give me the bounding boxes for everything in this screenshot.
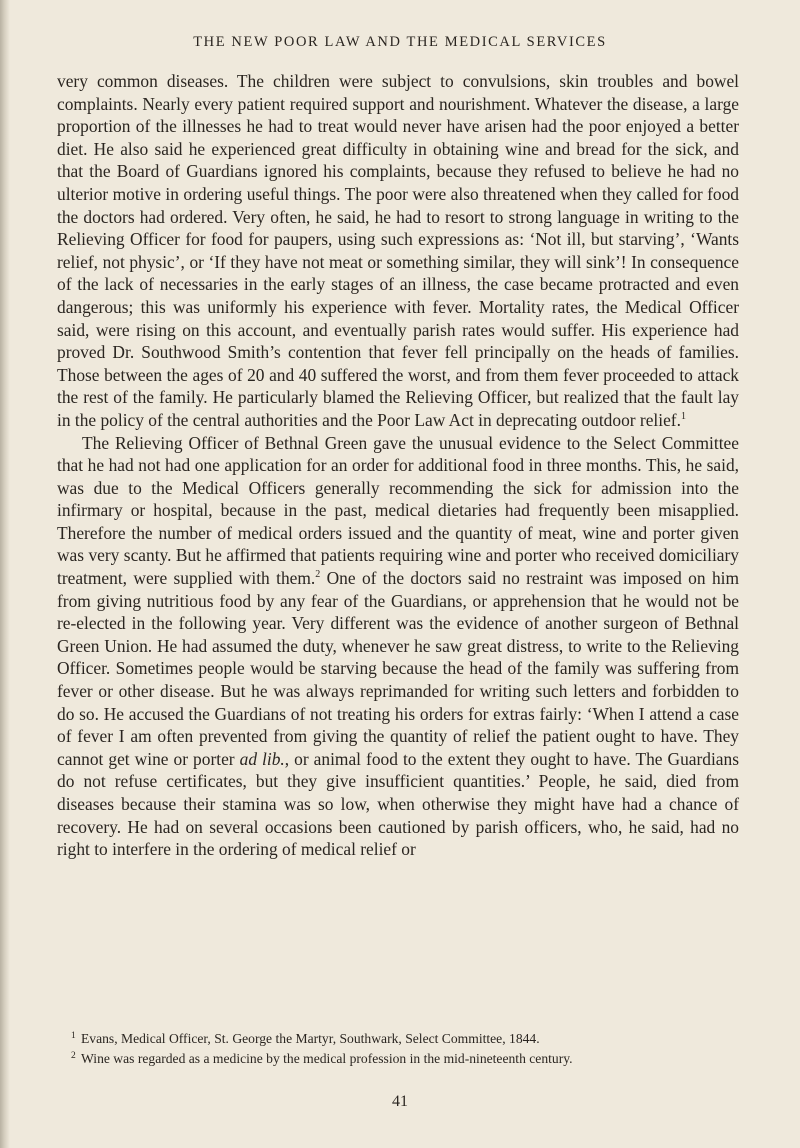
paragraph	[57, 70, 739, 432]
footnote-reference: 2	[315, 569, 321, 581]
footnote-mark: 1	[71, 1031, 76, 1041]
paragraph-text: , or animal food to the extent they ought to have. The Guardians do not refuse certificates, but they give insufficient quantities.’ People, he said, died from diseases because their stamina was so low, when otherwise they might have had a chance of recovery. He had on several occasions been cautioned by parish officers, who, he said, had no right to interfere in the ordering of medical relief or	[57, 748, 739, 860]
footnotes	[57, 1029, 739, 1068]
italic-phrase: ad lib.	[239, 748, 285, 769]
paragraph-text: The Relieving Officer of Bethnal Green gave the unusual evidence to the Select Committee that he had not had one application for an order for additional food in three months. This, he said, was due to the Medical Officers generally recommending the sick for admission into the infirmary or hospital, because in the past, medical dietaries had frequently been misapplied. Therefore the number of medical orders issued and the quantity of meat, wine and porter given was very scanty. But he affirmed that patients requiring wine and porter who received domiciliary treatment, were supplied with them.	[57, 432, 739, 589]
paragraph	[57, 432, 739, 861]
page-spine-shadow	[0, 0, 10, 1148]
footnote-mark: 2	[71, 1050, 76, 1061]
paragraph-text: One of the doctors said no restraint was imposed on him from giving nutritious food by any fear of the Guardians, or apprehension that he would not be re-elected in the following year. Very different was the evidence of another surgeon of Bethnal Green Union. He had assumed the duty, whenever he saw great distress, to write to the Relieving Officer. Sometimes people would be starving because the head of the family was suffering from fever or other disease. But he was always reprimanded for writing such letters and forbidden to do so. He accused the Guardians of not treating his orders for extras fairly: ‘When I attend a case of fever I am often prevented from giving the quantity of relief the patient ought to have. They cannot get wine or porter	[57, 568, 739, 769]
footnote-text: Wine was regarded as a medicine by the medical profession in the mid-nineteenth century.	[81, 1050, 573, 1066]
page-number: 41	[392, 1093, 408, 1110]
footnote-reference: 1	[680, 410, 686, 422]
footnote-text: Evans, Medical Officer, St. George the Martyr, Southwark, Select Committee, 1844.	[81, 1031, 540, 1046]
body-text	[57, 70, 739, 861]
footnote	[57, 1049, 739, 1069]
footnote	[57, 1029, 739, 1049]
running-head: THE NEW POOR LAW AND THE MEDICAL SERVICES	[193, 34, 607, 50]
paragraph-text: very common diseases. The children were subject to convulsions, skin troubles and bowel complaints. Nearly every patient required support and nourishment. Whatever the disease, a large proportion of the illnesses he had to treat would never have arisen had the poor enjoyed a better diet. He also said he experienced great difficulty in obtaining wine and bread for the sick, and that the Board of Guardians ignored his complaints, because they refused to believe he had no ulterior motive in ordering useful things. The poor were also threatened when they called for food the doctors had ordered. Very often, he said, he had to resort to strong language in writing to the Relieving Officer for food for paupers, using such expressions as: ‘Not ill, but starving’, ‘Wants relief, not physic’, or ‘If they have not meat or something similar, they will sink’! In consequence of the lack of necessaries in the early stages of an illness, the case became protracted and even dangerous; this was uniformly his experience with fever. Mortality rates, the Medical Officer said, were rising on this account, and eventually parish rates would suffer. His experience had proved Dr. Southwood Smith’s contention that fever fell principally on the heads of families. Those between the ages of 20 and 40 suffered the worst, and from them fever proceeded to attack the rest of the family. He particularly blamed the Relieving Officer, but realized that the fault lay in the policy of the central authorities and the Poor Law Act in deprecating outdoor relief.	[57, 71, 739, 430]
